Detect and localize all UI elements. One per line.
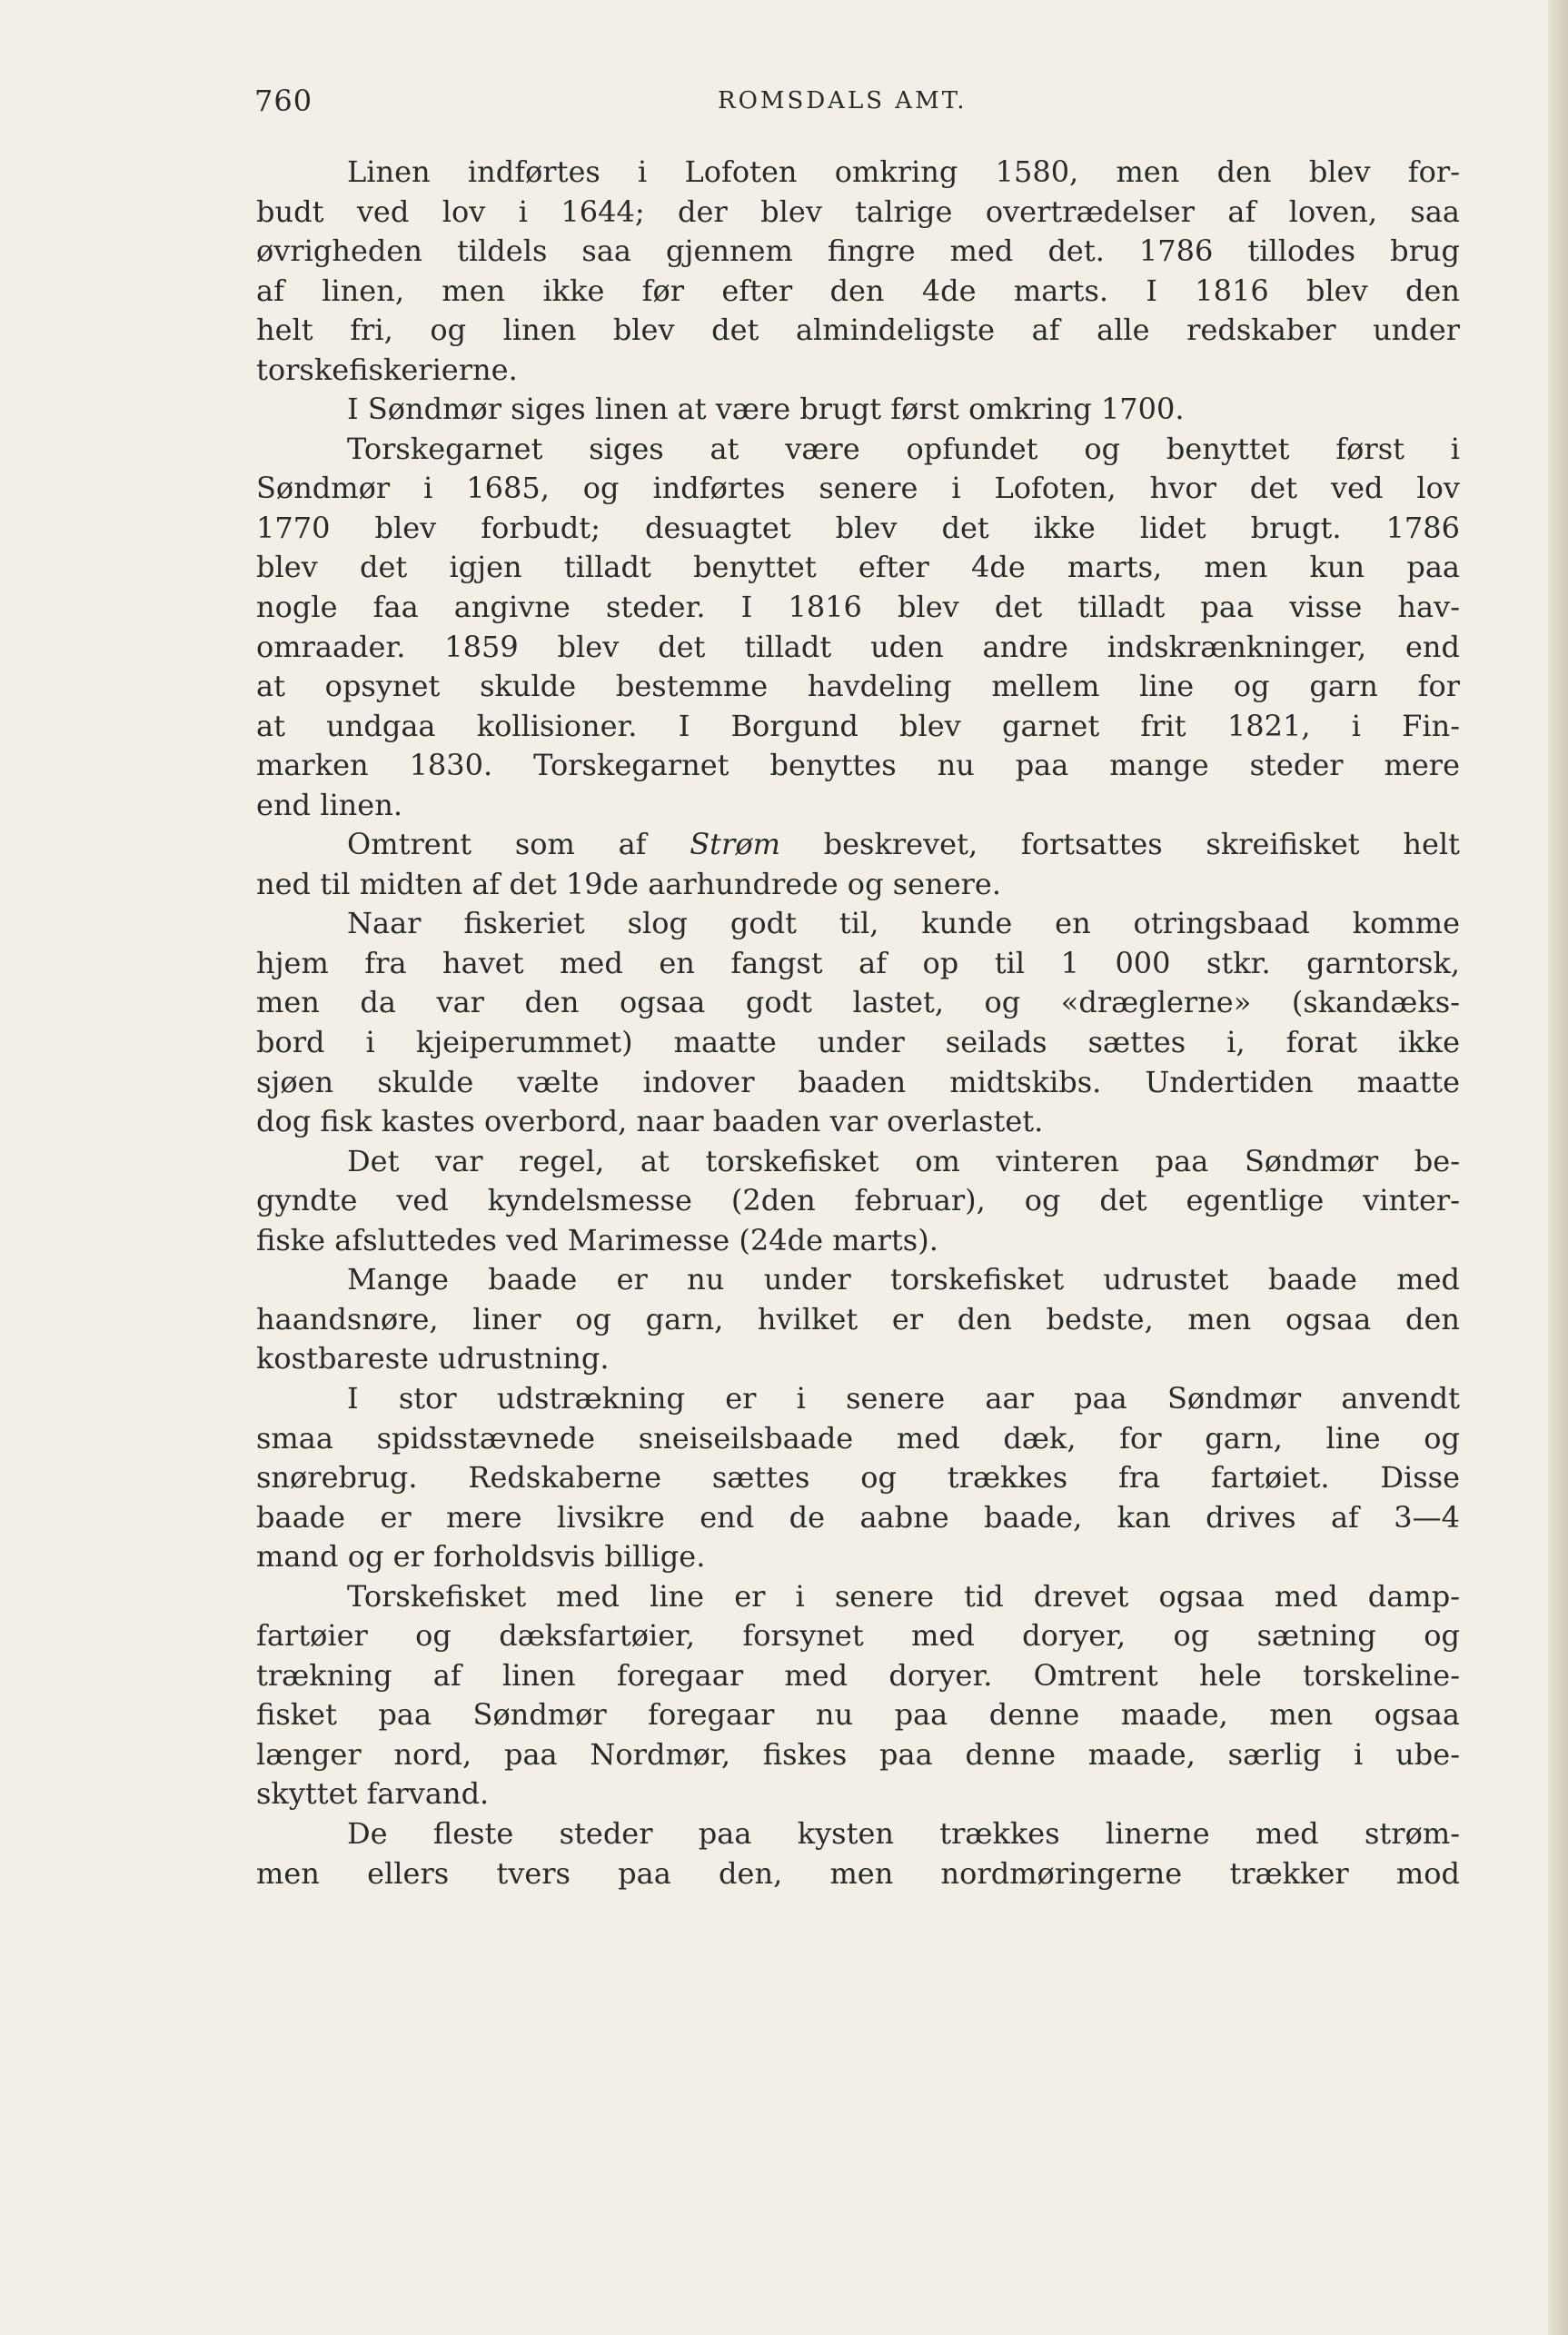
page-header bbox=[254, 84, 1463, 129]
text-line: at undgaa kollisioner. I Borgund blev garnet frit 1821, i Fin- bbox=[256, 708, 1460, 743]
text-line: Det var regel, at torskefisket om vinteren paa Søndmør be- bbox=[347, 1143, 1460, 1178]
text-line: De fleste steder paa kysten trækkes linerne med strøm- bbox=[347, 1815, 1460, 1851]
text-segment: beskrevet, fortsattes skreifisket helt bbox=[779, 827, 1461, 862]
text-line: 1770 blev forbudt; desuagtet blev det ikke lidet brugt. 1786 bbox=[256, 510, 1460, 545]
text-line: sjøen skulde vælte indover baaden midtskibs. Undertiden maatte bbox=[256, 1064, 1460, 1099]
text-line: baade er mere livsikre end de aabne baade, kan drives af 3—4 bbox=[256, 1499, 1460, 1535]
text-line: end linen. bbox=[256, 787, 402, 822]
text-line: af linen, men ikke før efter den 4de marts. I 1816 blev den bbox=[256, 273, 1460, 308]
text-line: længer nord, paa Nordmør, fiskes paa denne maade, særlig i ube- bbox=[256, 1736, 1460, 1772]
text-line: Søndmør i 1685, og indførtes senere i Lofoten, hvor det ved lov bbox=[256, 471, 1460, 506]
text-line: kostbareste udrustning. bbox=[256, 1341, 610, 1376]
emphasized-name: Strøm bbox=[690, 827, 780, 862]
running-title: ROMSDALS AMT. bbox=[718, 87, 968, 114]
text-line: I Søndmør siges linen at være brugt først omkring 1700. bbox=[347, 392, 1185, 427]
text-line: fisket paa Søndmør foregaar nu paa denne maade, men ogsaa bbox=[256, 1697, 1460, 1733]
text-line: fiske afsluttedes ved Marimesse (24de marts). bbox=[256, 1222, 938, 1257]
text-line: øvrigheden tildels saa gjennem fingre med det. 1786 tillodes brug bbox=[256, 234, 1460, 269]
text-line: I stor udstrækning er i senere aar paa Søndmør anvendt bbox=[347, 1380, 1460, 1416]
text-line: snørebrug. Redskaberne sættes og trækkes fra fartøiet. Disse bbox=[256, 1460, 1460, 1495]
text-line: omraader. 1859 blev det tilladt uden andre indskrænkninger, end bbox=[256, 629, 1460, 664]
text-line: fartøier og dæksfartøier, forsynet med doryer, og sætning og bbox=[256, 1618, 1460, 1654]
text-line: trækning af linen foregaar med doryer. Omtrent hele torskeline- bbox=[256, 1657, 1460, 1693]
page-number: 760 bbox=[254, 84, 313, 118]
text-line: nogle faa angivne steder. I 1816 blev det tilladt paa visse hav- bbox=[256, 590, 1460, 625]
text-line: smaa spidsstævnede sneiseilsbaade med dæk, for garn, line og bbox=[256, 1420, 1460, 1456]
text-line: budt ved lov i 1644; der blev talrige overtrædelser af loven, saa bbox=[256, 194, 1460, 229]
text-line: marken 1830. Torskegarnet benyttes nu paa mange steder mere bbox=[256, 748, 1460, 783]
text-line: helt fri, og linen blev det almindeligste af alle redskaber under bbox=[256, 313, 1460, 348]
text-line: at opsynet skulde bestemme havdeling mellem line og garn for bbox=[256, 669, 1460, 704]
page-edge bbox=[1548, 0, 1568, 2335]
text-line: bord i kjeiperummet) maatte under seilads sættes i, forat ikke bbox=[256, 1025, 1460, 1060]
text-line bbox=[256, 825, 1460, 865]
text-line: ned til midten af det 19de aarhundrede og senere. bbox=[256, 866, 1002, 901]
text-line: dog fisk kastes overbord, naar baaden var overlastet. bbox=[256, 1104, 1044, 1139]
text-line: Torskegarnet siges at være opfundet og benyttet først i bbox=[347, 431, 1460, 466]
text-line: Torskefisket med line er i senere tid drevet ogsaa med damp- bbox=[347, 1578, 1460, 1614]
text-line: blev det igjen tilladt benyttet efter 4de marts, men kun paa bbox=[256, 550, 1460, 585]
text-line: men ellers tvers paa den, men nordmøringerne trækker mod bbox=[256, 1855, 1460, 1891]
text-line: Linen indførtes i Lofoten omkring 1580, men den blev for- bbox=[347, 154, 1460, 189]
text-line: skyttet farvand. bbox=[256, 1776, 490, 1812]
text-line: torskefiskerierne. bbox=[256, 352, 518, 387]
text-line: gyndte ved kyndelsmesse (2den februar), og det egentlige vinter- bbox=[256, 1183, 1460, 1218]
text-line: hjem fra havet med en fangst af op til 1 000 stkr. garntorsk, bbox=[256, 945, 1460, 980]
text-segment: Omtrent som af bbox=[347, 827, 690, 862]
text-line: haandsnøre, liner og garn, hvilket er den bedste, men ogsaa den bbox=[256, 1301, 1460, 1336]
text-line: Mange baade er nu under torskefisket udrustet baade med bbox=[347, 1262, 1460, 1297]
body-text bbox=[256, 153, 1460, 1893]
text-line: Naar fiskeriet slog godt til, kunde en otringsbaad komme bbox=[347, 906, 1460, 941]
text-line: mand og er forholdsvis billige. bbox=[256, 1539, 706, 1575]
text-line: men da var den ogsaa godt lastet, og «dræglerne» (skandæks- bbox=[256, 985, 1460, 1020]
